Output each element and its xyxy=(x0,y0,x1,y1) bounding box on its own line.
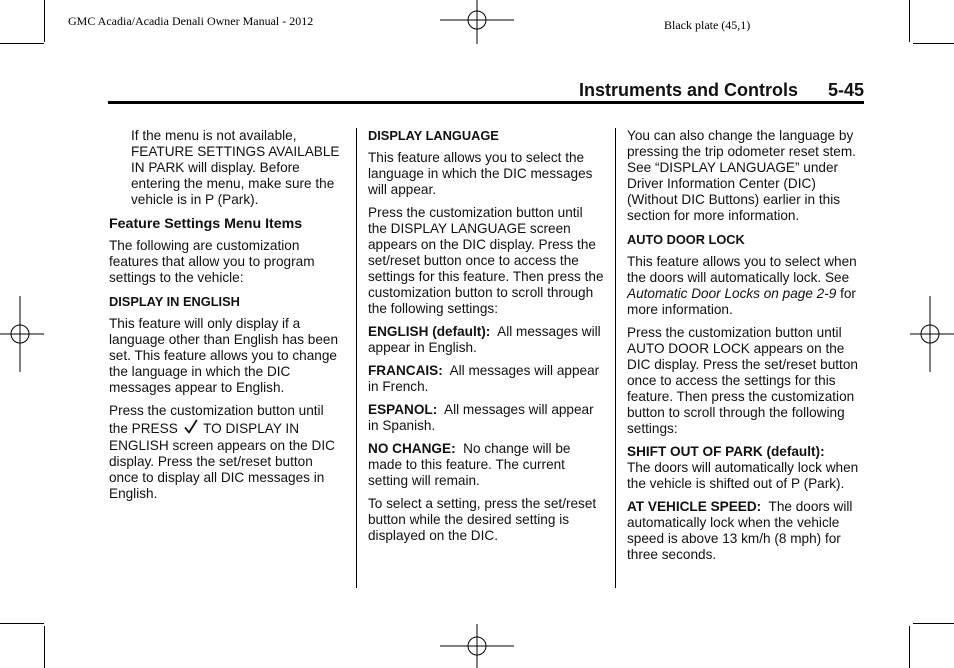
setting-at-vehicle-speed xyxy=(627,499,863,563)
paragraph: This feature will only display if a language other than English has been set. This feature allows you to change the language in which the DIC messages appear to English. xyxy=(109,316,339,395)
header-rule xyxy=(108,101,864,104)
paragraph: Press the customization button until the DISPLAY LANGUAGE screen appears on the DIC display. Press the set/reset button once to access the settings for this feature. Then press the customization button to scroll through the following settings: xyxy=(368,205,604,316)
section-heading xyxy=(579,80,864,101)
column-divider xyxy=(615,128,616,588)
setting-francais xyxy=(368,363,604,395)
setting-label: ENGLISH (default): xyxy=(368,324,491,339)
column-divider xyxy=(356,128,357,588)
setting-no-change xyxy=(368,441,604,489)
crop-mark xyxy=(44,626,45,668)
text-run: TO DISPLAY IN ENGLISH screen appears on the DIC display. Press the set/reset button once to display all DIC messages in English. xyxy=(109,421,335,502)
setting-text: All messages will appear in French. xyxy=(368,363,600,394)
setting-label: AT VEHICLE SPEED: xyxy=(627,499,762,514)
paragraph xyxy=(109,403,345,503)
column-2 xyxy=(368,128,604,551)
manual-title: GMC Acadia/Acadia Denali Owner Manual - 2012 xyxy=(68,14,314,28)
paragraph: The following are customization features that allow you to program settings to the vehicle: xyxy=(109,238,315,285)
page-number: 5-45 xyxy=(827,80,864,100)
registration-target-icon xyxy=(440,624,514,668)
check-icon xyxy=(184,419,198,435)
cross-reference-link[interactable]: Automatic Door Locks on page 2-9 xyxy=(627,286,837,301)
crop-mark xyxy=(0,623,44,624)
paragraph: To select a setting, press the set/reset button while the desired setting is displayed on the DIC. xyxy=(368,496,597,543)
setting-label: ESPANOL: xyxy=(368,402,438,417)
plate-label: Black plate (45,1) xyxy=(664,18,751,32)
registration-target-icon xyxy=(910,296,954,372)
setting-espanol xyxy=(368,402,604,434)
setting-text: The doors will automatically lock when the vehicle is shifted out of P (Park). xyxy=(627,460,859,491)
setting-text: All messages will appear in English. xyxy=(368,324,601,355)
crop-mark xyxy=(909,0,910,42)
paragraph: If the menu is not available, FEATURE SETTINGS AVAILABLE IN PARK will display. Before entering the menu, make sure the vehicle is in P (Park). xyxy=(131,128,340,207)
crop-mark xyxy=(0,43,44,44)
heading-display-english: DISPLAY IN ENGLISH xyxy=(109,294,240,309)
setting-label: FRANCAIS: xyxy=(368,363,443,378)
setting-shift-out-of-park xyxy=(627,444,863,492)
paragraph: You can also change the language by pressing the trip odometer reset stem. See “DISPLAY LANGUAGE” under Driver Information Center (DIC) (Without DIC Buttons) earlier in this section for more information. xyxy=(627,128,856,223)
heading-auto-door-lock: AUTO DOOR LOCK xyxy=(627,232,745,247)
setting-label: SHIFT OUT OF PARK (default): xyxy=(627,444,825,459)
column-1 xyxy=(109,128,345,510)
text-run: for more information. xyxy=(627,286,856,317)
subheading: Feature Settings Menu Items xyxy=(109,216,303,232)
crop-mark xyxy=(913,43,954,44)
registration-target-icon xyxy=(0,296,44,372)
registration-target-icon xyxy=(440,0,514,44)
crop-mark xyxy=(909,626,910,668)
setting-text: The doors will automatically lock when the vehicle speed is above 13 km/h (8 mph) for three seconds. xyxy=(627,499,853,562)
crop-mark xyxy=(913,623,954,624)
crop-mark xyxy=(44,0,45,42)
heading-display-language: DISPLAY LANGUAGE xyxy=(368,128,499,143)
column-3 xyxy=(627,128,863,570)
paragraph xyxy=(627,254,863,318)
setting-label: NO CHANGE: xyxy=(368,441,456,456)
text-run: This feature allows you to select when the doors will automatically lock. See xyxy=(627,254,857,285)
text-run: Press the customization button until the PRESS xyxy=(109,403,324,437)
section-title: Instruments and Controls xyxy=(578,80,798,100)
setting-text: All messages will appear in Spanish. xyxy=(368,402,594,433)
paragraph: Press the customization button until AUTO DOOR LOCK appears on the DIC display. Press the set/reset button once to access the settings for this feature. Then press the customization button to scroll through the following settings: xyxy=(627,325,858,436)
setting-text: No change will be made to this feature. The current setting will remain. xyxy=(368,441,571,488)
setting-english xyxy=(368,324,604,356)
paragraph: This feature allows you to select the language in which the DIC messages will appear. xyxy=(368,150,593,197)
